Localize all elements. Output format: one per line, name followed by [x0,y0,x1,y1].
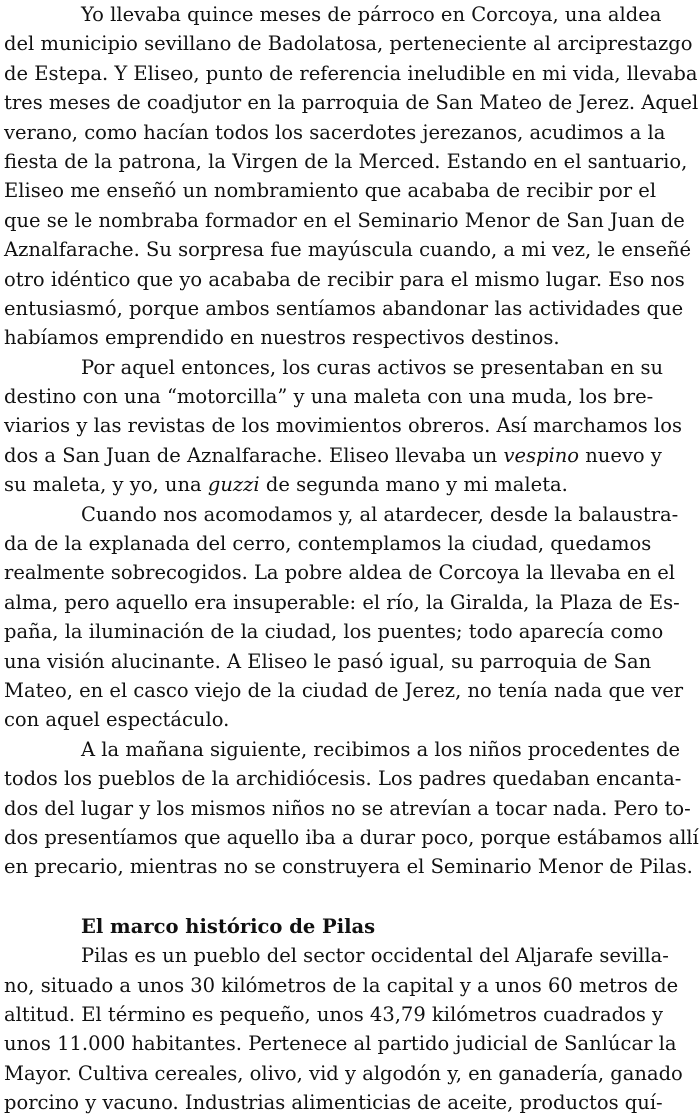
text-line: paña, la iluminación de la ciudad, los puentes; todo aparecía como [4,620,664,644]
text-line: del municipio sevillano de Badolatosa, perteneciente al arciprestazgo [4,32,693,56]
text-line: altitud. El término es pequeño, unos 43,79 kilómetros cuadrados y [4,1002,664,1026]
text-segment: de segunda mano y mi maleta. [265,473,568,497]
text-segment: su maleta, y yo, una [4,473,202,497]
text-line: Pilas es un pueblo del sector occidental del Aljarafe sevilla- [81,944,669,968]
text-line [4,441,662,470]
text-line: en precario, mientras no se construyera el Seminario Menor de Pilas. [4,855,693,879]
text-line: de Estepa. Y Eliseo, punto de referencia ineludible en mi vida, llevaba [4,61,698,85]
text-line: no, situado a unos 30 kilómetros de la capital y a unos 60 metros de [4,973,679,997]
text-line: tres meses de coadjutor en la parroquia de San Mateo de Jerez. Aquel [4,91,699,115]
italic-word: vespino [503,443,580,467]
text-line: porcino y vacuno. Industrias alimenticias de aceite, productos quí- [4,1091,663,1115]
text-line: otro idéntico que yo acababa de recibir para el mismo lugar. Eso nos [4,267,685,291]
paragraph-3 [4,500,684,735]
italic-word: guzzi [207,473,260,497]
text-line: con aquel espectáculo. [4,708,230,732]
text-line: alma, pero aquello era insuperable: el río, la Giralda, la Plaza de Es- [4,590,680,614]
text-line: habíamos emprendido en nuestros respectivos destinos. [4,326,560,350]
text-line: verano, como hacían todos los sacerdotes jerezanos, acudimos a la [4,120,666,144]
text-line: Aznalfarache. Su sorpresa fue mayúscula cuando, a mi vez, le enseñé [4,238,692,262]
text-line: Yo llevaba quince meses de párroco en Corcoya, una aldea [81,3,662,26]
section-spacer [4,882,629,912]
text-line: viarios y las revistas de los movimientos obreros. Así marchamos los [4,414,682,438]
text-line: dos presentíamos que aquello iba a durar poco, porque estábamos allí [4,825,699,849]
text-segment: nuevo y [585,443,662,467]
text-line: Por aquel entonces, los curas activos se presentaban en su [81,355,664,379]
text-line: unos 11.000 habitantes. Pertenece al partido judicial de Sanlúcar la [4,1032,677,1056]
section-heading: El marco histórico de Pilas [81,914,376,938]
paragraph-4 [4,735,699,882]
paragraph-2 [4,353,682,500]
text-line: dos del lugar y los mismos niños no se atrevían a tocar nada. Pero to- [4,796,691,820]
text-line: destino con una “motorcilla” y una maleta con una muda, los bre- [4,385,654,409]
text-line: da de la explanada del cerro, contemplamos la ciudad, quedamos [4,532,652,556]
text-line: que se le nombraba formador en el Seminario Menor de San Juan de [4,208,685,232]
text-line: todos los pueblos de la archidiócesis. Los padres quedaban encanta- [4,767,682,791]
text-segment: dos a San Juan de Aznalfarache. Eliseo llevaba un [4,443,498,467]
text-line: entusiasmó, porque ambos sentíamos abandonar las actividades que [4,296,684,320]
text-line: Cuando nos acomodamos y, al atardecer, desde la balaustra- [81,502,679,526]
section-paragraph [4,941,683,1117]
text-line: una visión alucinante. A Eliseo le pasó igual, su parroquia de San [4,649,652,673]
text-line: A la mañana siguiente, recibimos a los niños procedentes de [81,737,681,761]
text-line: fiesta de la patrona, la Virgen de la Merced. Estando en el santuario, [4,149,688,173]
text-line: Eliseo me enseñó un nombramiento que acababa de recibir por el [4,179,657,203]
text-line [4,470,629,499]
paragraph-1 [4,0,699,353]
text-line: Mayor. Cultiva cereales, olivo, vid y algodón y, en ganadería, ganado [4,1061,683,1085]
text-line: Mateo, en el casco viejo de la ciudad de Jerez, no tenía nada que ver [4,678,684,702]
text-line: realmente sobrecogidos. La pobre aldea de Corcoya la llevaba en el [4,561,676,585]
